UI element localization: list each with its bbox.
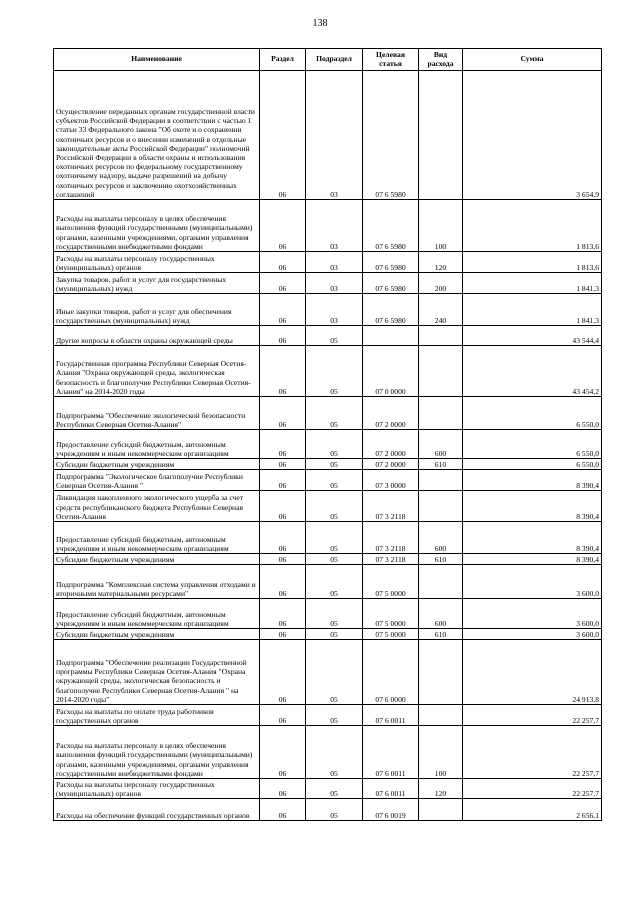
row-sum: 24 913,8 bbox=[463, 640, 602, 705]
row-subsection: 03 bbox=[306, 71, 363, 200]
row-section: 06 bbox=[260, 273, 306, 294]
row-name: Предоставление субсидий бюджетным, автономным учреждениям и иным некоммерческим организациям bbox=[54, 599, 260, 629]
header-expense: Вид расхода bbox=[419, 49, 463, 71]
row-section: 06 bbox=[260, 705, 306, 726]
row-section: 06 bbox=[260, 470, 306, 491]
page-number: 138 bbox=[312, 18, 328, 29]
row-target: 07 6 0011 bbox=[363, 726, 419, 779]
row-name: Другие вопросы в области охраны окружающей среды bbox=[54, 326, 260, 346]
row-name: Субсидии бюджетным учреждениям bbox=[54, 554, 260, 565]
header-sum: Сумма bbox=[463, 49, 602, 71]
row-name: Расходы на обеспечение функций государственных органов bbox=[54, 799, 260, 821]
table-row bbox=[54, 779, 602, 799]
row-sum: 8 390,4 bbox=[463, 470, 602, 491]
row-subsection: 05 bbox=[306, 799, 363, 821]
table-row bbox=[54, 799, 602, 821]
row-target: 07 3 2118 bbox=[363, 554, 419, 565]
row-expense bbox=[419, 397, 463, 430]
row-sum: 22 257,7 bbox=[463, 779, 602, 799]
row-name: Иные закупки товаров, работ и услуг для обеспечения государственных (муниципальных) нужд bbox=[54, 294, 260, 326]
row-expense: 610 bbox=[419, 629, 463, 640]
row-section: 06 bbox=[260, 779, 306, 799]
table-row bbox=[54, 294, 602, 326]
row-expense: 120 bbox=[419, 779, 463, 799]
table-row bbox=[54, 640, 602, 705]
header-section: Раздел bbox=[260, 49, 306, 71]
row-target: 07 3 2118 bbox=[363, 491, 419, 522]
row-sum: 1 813,6 bbox=[463, 200, 602, 252]
row-sum: 8 390,4 bbox=[463, 554, 602, 565]
row-sum: 3 600,0 bbox=[463, 629, 602, 640]
row-section: 06 bbox=[260, 430, 306, 459]
row-sum: 1 841,3 bbox=[463, 294, 602, 326]
row-target: 07 5 0000 bbox=[363, 629, 419, 640]
row-name: Расходы на выплаты персоналу государственных (муниципальных) органов bbox=[54, 779, 260, 799]
row-expense bbox=[419, 470, 463, 491]
row-section: 06 bbox=[260, 252, 306, 273]
row-target: 07 6 5980 bbox=[363, 252, 419, 273]
row-name: Субсидии бюджетным учреждениям bbox=[54, 629, 260, 640]
row-subsection: 05 bbox=[306, 599, 363, 629]
row-name: Подпрограмма "Экологическое благополучие Республики Северная Осетия-Алания " bbox=[54, 470, 260, 491]
row-target: 07 6 5980 bbox=[363, 200, 419, 252]
row-subsection: 05 bbox=[306, 397, 363, 430]
row-subsection: 03 bbox=[306, 200, 363, 252]
row-section: 06 bbox=[260, 565, 306, 599]
row-target bbox=[363, 326, 419, 346]
row-target: 07 6 5980 bbox=[363, 273, 419, 294]
row-subsection: 03 bbox=[306, 294, 363, 326]
row-section: 06 bbox=[260, 491, 306, 522]
row-expense: 600 bbox=[419, 599, 463, 629]
table-row bbox=[54, 273, 602, 294]
row-section: 06 bbox=[260, 71, 306, 200]
table-row bbox=[54, 200, 602, 252]
table-row bbox=[54, 397, 602, 430]
row-expense bbox=[419, 565, 463, 599]
row-name: Подпрограмма "Обеспечение реализации Государственной программы Республики Северная Осетия-Алания "Охрана окружающей среды, экологическая безопасность и благополучие Республики Северная Осетия-Алания " на 2014-2020 годы" bbox=[54, 640, 260, 705]
row-sum: 22 257,7 bbox=[463, 726, 602, 779]
row-subsection: 05 bbox=[306, 346, 363, 397]
table-row bbox=[54, 599, 602, 629]
row-sum: 1 841,3 bbox=[463, 273, 602, 294]
row-name: Предоставление субсидий бюджетным, автономным учреждениям и иным некоммерческим организациям bbox=[54, 430, 260, 459]
row-sum: 6 550,0 bbox=[463, 459, 602, 470]
row-target: 07 3 0000 bbox=[363, 470, 419, 491]
row-target: 07 2 0000 bbox=[363, 430, 419, 459]
row-sum: 6 550,0 bbox=[463, 430, 602, 459]
row-subsection: 03 bbox=[306, 273, 363, 294]
table-row bbox=[54, 522, 602, 554]
row-section: 06 bbox=[260, 200, 306, 252]
row-name: Расходы на выплаты персоналу в целях обеспечения выполнения функций государственными (муниципальными) органами, казенными учреждениями, органами управления государственными внебюджетными фондами bbox=[54, 200, 260, 252]
row-section: 06 bbox=[260, 397, 306, 430]
row-sum: 3 654,9 bbox=[463, 71, 602, 200]
row-target: 07 6 0011 bbox=[363, 705, 419, 726]
row-subsection: 05 bbox=[306, 565, 363, 599]
table-row bbox=[54, 326, 602, 346]
header-name: Наименование bbox=[54, 49, 260, 71]
row-target: 07 2 0000 bbox=[363, 459, 419, 470]
row-target: 07 6 0011 bbox=[363, 779, 419, 799]
header-target: Целевая статья bbox=[363, 49, 419, 71]
row-target: 07 2 0000 bbox=[363, 397, 419, 430]
row-expense: 120 bbox=[419, 252, 463, 273]
row-section: 06 bbox=[260, 554, 306, 565]
row-section: 06 bbox=[260, 346, 306, 397]
row-name: Закупка товаров, работ и услуг для государственных (муниципальных) нужд bbox=[54, 273, 260, 294]
row-sum: 2 656,1 bbox=[463, 799, 602, 821]
row-expense bbox=[419, 799, 463, 821]
row-sum: 3 600,0 bbox=[463, 565, 602, 599]
row-target: 07 3 2118 bbox=[363, 522, 419, 554]
row-expense: 100 bbox=[419, 200, 463, 252]
row-expense bbox=[419, 640, 463, 705]
header-subsection: Подраздел bbox=[306, 49, 363, 71]
row-sum: 6 550,0 bbox=[463, 397, 602, 430]
table-row bbox=[54, 71, 602, 200]
table-row bbox=[54, 459, 602, 470]
table-row bbox=[54, 554, 602, 565]
row-sum: 8 390,4 bbox=[463, 522, 602, 554]
row-target: 07 5 0000 bbox=[363, 565, 419, 599]
row-sum: 8 390,4 bbox=[463, 491, 602, 522]
row-expense: 600 bbox=[419, 522, 463, 554]
table-row bbox=[54, 629, 602, 640]
row-name: Подпрограмма "Обеспечение экологической безопасности Республики Северная Осетия-Алания" bbox=[54, 397, 260, 430]
row-expense: 200 bbox=[419, 273, 463, 294]
table-header-row bbox=[54, 49, 602, 71]
row-name: Государственная программа Республики Северная Осетия-Алания "Охрана окружающей среды, экологическая безопасность и благополучие Республики Северная Осетия-Алания" на 2014-2020 годы bbox=[54, 346, 260, 397]
row-subsection: 03 bbox=[306, 252, 363, 273]
row-target: 07 6 5980 bbox=[363, 71, 419, 200]
row-subsection: 05 bbox=[306, 640, 363, 705]
row-subsection: 05 bbox=[306, 491, 363, 522]
row-name: Расходы на выплаты персоналу государственных (муниципальных) органов bbox=[54, 252, 260, 273]
table-row bbox=[54, 252, 602, 273]
row-sum: 3 600,0 bbox=[463, 599, 602, 629]
row-name: Расходы на выплаты по оплате труда работников государственных органов bbox=[54, 705, 260, 726]
row-name: Расходы на выплаты персоналу в целях обеспечения выполнения функций государственными (муниципальными) органами, казенными учреждениями, органами управления государственными внебюджетными фондами bbox=[54, 726, 260, 779]
row-sum: 1 813,6 bbox=[463, 252, 602, 273]
row-subsection: 05 bbox=[306, 459, 363, 470]
row-name: Осуществление переданных органам государственной власти субъектов Российской Федерации в соответствии с частью 1 статьи 33 Федерального закона "Об охоте и о сохранении охотничьих ресурсов и о внесении изменений в отдельные законодательные акты Российской Федерации" полномочий Российской Федерации в области охраны и использования охотничьих ресурсов по федеральному государственному охотничьему надзору, выдаче разрешений на добычу охотничьих ресурсов и заключению охотхозяйственных соглашений bbox=[54, 71, 260, 200]
table-row bbox=[54, 705, 602, 726]
row-section: 06 bbox=[260, 640, 306, 705]
row-expense: 610 bbox=[419, 459, 463, 470]
row-subsection: 05 bbox=[306, 430, 363, 459]
row-expense bbox=[419, 705, 463, 726]
row-expense bbox=[419, 491, 463, 522]
row-section: 06 bbox=[260, 522, 306, 554]
table-row bbox=[54, 491, 602, 522]
row-name: Субсидии бюджетным учреждениям bbox=[54, 459, 260, 470]
row-expense bbox=[419, 346, 463, 397]
row-sum: 43 454,2 bbox=[463, 346, 602, 397]
row-subsection: 05 bbox=[306, 705, 363, 726]
budget-table bbox=[53, 48, 602, 821]
row-section: 06 bbox=[260, 799, 306, 821]
row-name: Предоставление субсидий бюджетным, автономным учреждениям и иным некоммерческим организациям bbox=[54, 522, 260, 554]
table-row bbox=[54, 346, 602, 397]
row-sum: 22 257,7 bbox=[463, 705, 602, 726]
row-target: 07 6 0019 bbox=[363, 799, 419, 821]
row-expense: 240 bbox=[419, 294, 463, 326]
row-section: 06 bbox=[260, 599, 306, 629]
table-row bbox=[54, 726, 602, 779]
row-section: 06 bbox=[260, 326, 306, 346]
row-section: 06 bbox=[260, 294, 306, 326]
row-subsection: 05 bbox=[306, 470, 363, 491]
table-row bbox=[54, 565, 602, 599]
row-subsection: 05 bbox=[306, 726, 363, 779]
row-subsection: 05 bbox=[306, 779, 363, 799]
row-subsection: 05 bbox=[306, 522, 363, 554]
row-section: 06 bbox=[260, 459, 306, 470]
row-expense bbox=[419, 326, 463, 346]
row-section: 06 bbox=[260, 726, 306, 779]
row-section: 06 bbox=[260, 629, 306, 640]
row-target: 07 5 0000 bbox=[363, 599, 419, 629]
row-expense: 600 bbox=[419, 430, 463, 459]
table-row bbox=[54, 430, 602, 459]
row-target: 07 0 0000 bbox=[363, 346, 419, 397]
row-subsection: 05 bbox=[306, 554, 363, 565]
row-target: 07 6 5980 bbox=[363, 294, 419, 326]
table-row bbox=[54, 470, 602, 491]
row-expense bbox=[419, 71, 463, 200]
row-name: Подпрограмма "Комплексная система управления отходами и вторичными материальными ресурсами" bbox=[54, 565, 260, 599]
row-expense: 100 bbox=[419, 726, 463, 779]
row-target: 07 6 0000 bbox=[363, 640, 419, 705]
row-expense: 610 bbox=[419, 554, 463, 565]
row-subsection: 05 bbox=[306, 629, 363, 640]
row-sum: 43 544,4 bbox=[463, 326, 602, 346]
row-subsection: 05 bbox=[306, 326, 363, 346]
row-name: Ликвидация накопленного экологического ущерба за счет средств республиканского бюджета Республики Северная Осетия-Алания bbox=[54, 491, 260, 522]
